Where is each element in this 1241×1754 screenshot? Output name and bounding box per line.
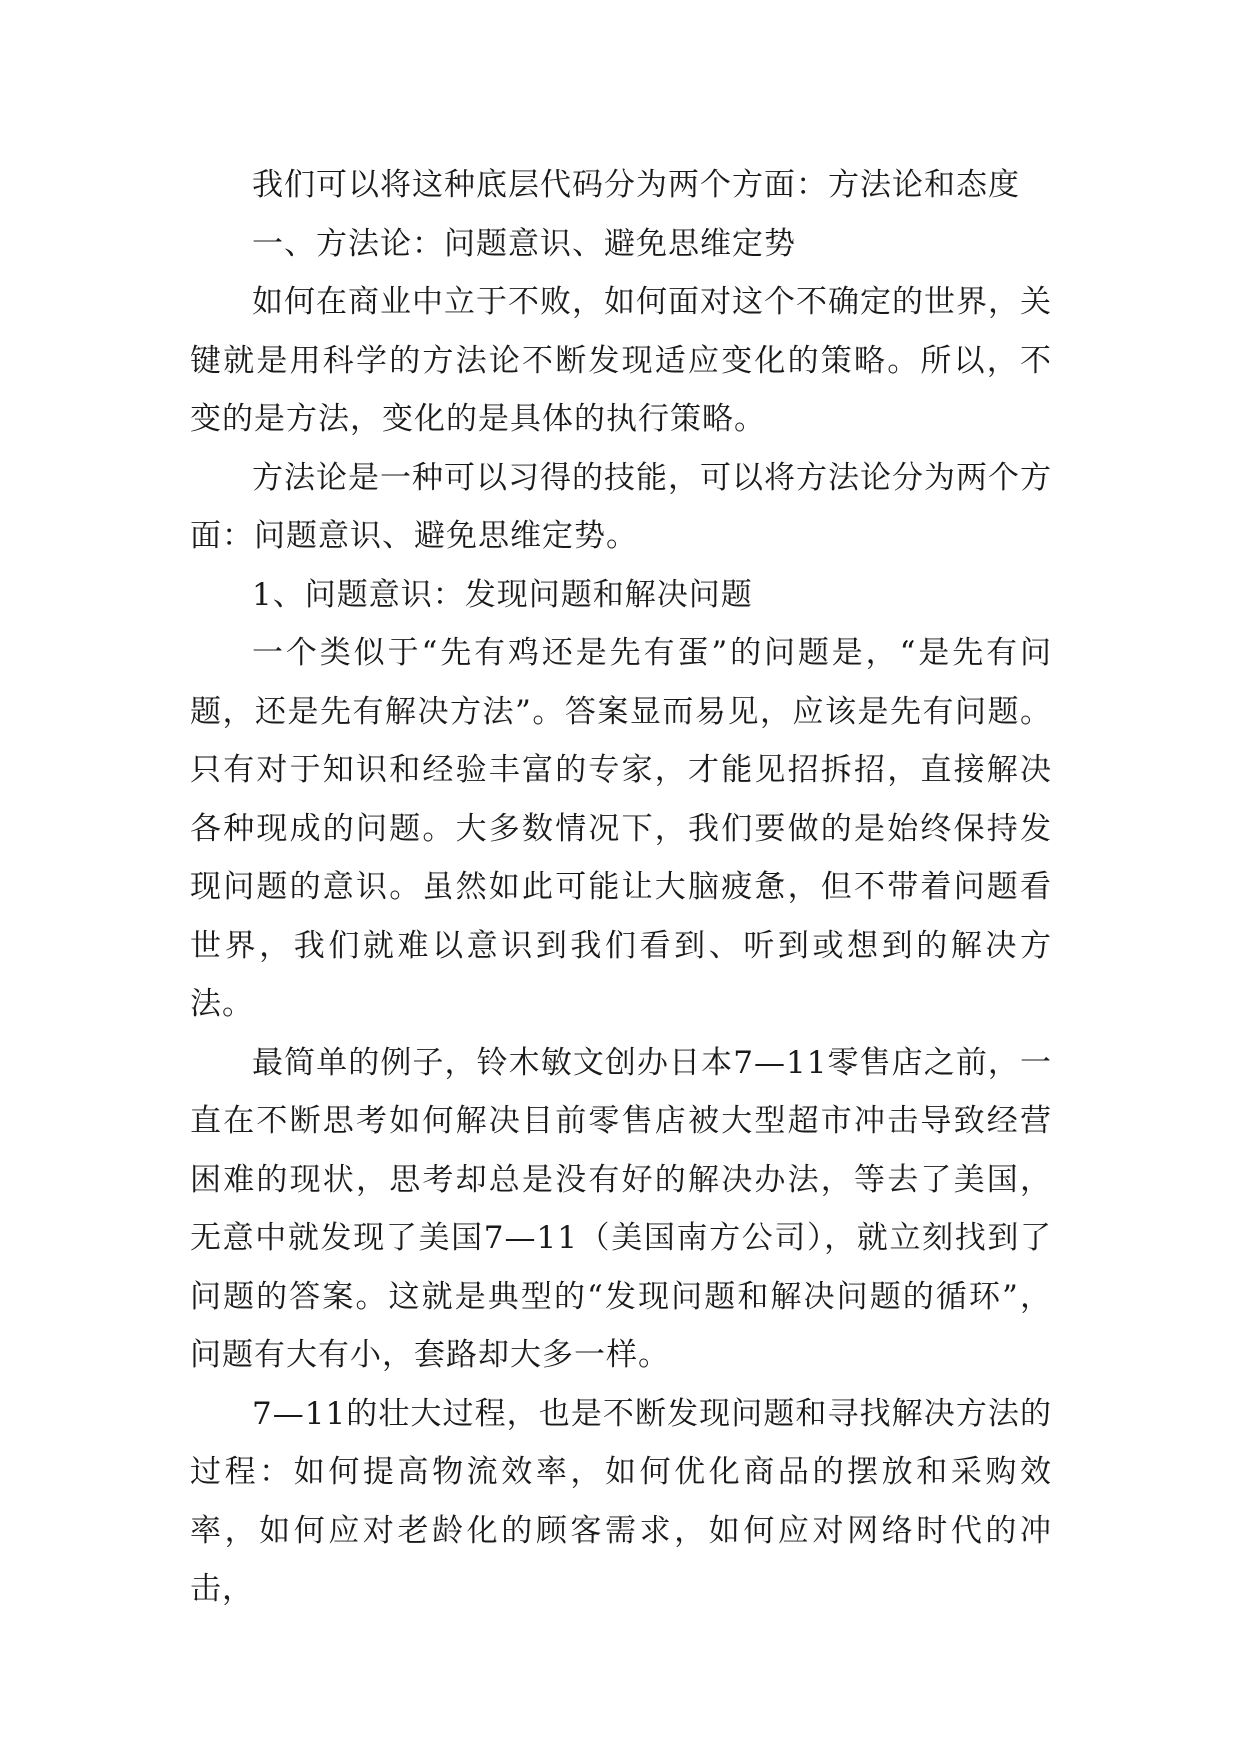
body-paragraph: 一个类似于“先有鸡还是先有蛋”的问题是，“是先有问题，还是先有解决方法”。答案显而易见，应该是先有问题。只有对于知识和经验丰富的专家，才能见招拆招，直接解决各种现成的问题。大多数情况下，我们要做的是始终保持发现问题的意识。虽然如此可能让大脑疲惫，但不带着问题看世界，我们就难以意识到我们看到、听到或想到的解决方法。 [190, 635, 1052, 1022]
document-body [190, 156, 1052, 1619]
body-paragraph: 方法论是一种可以习得的技能，可以将方法论分为两个方面：问题意识、避免思维定势。 [190, 459, 1052, 554]
body-paragraph: 最简单的例子，铃木敏文创办日本7—11零售店之前，一直在不断思考如何解决目前零售店被大型超市冲击导致经营困难的现状，思考却总是没有好的解决办法，等去了美国，无意中就发现了美国7—11（美国南方公司），就立刻找到了问题的答案。这就是典型的“发现问题和解决问题的循环”，问题有大有小，套路却大多一样。 [190, 1044, 1052, 1373]
body-paragraph: 7—11的壮大过程，也是不断发现问题和寻找解决方法的过程：如何提高物流效率，如何优化商品的摆放和采购效率，如何应对老龄化的顾客需求，如何应对网络时代的冲击， [190, 1395, 1052, 1607]
subsection-heading-problem-awareness: 1、问题意识：发现问题和解决问题 [252, 576, 753, 613]
section-heading-methodology: 一、方法论：问题意识、避免思维定势 [252, 225, 796, 262]
body-paragraph: 如何在商业中立于不败，如何面对这个不确定的世界，关键就是用科学的方法论不断发现适应变化的策略。所以，不变的是方法，变化的是具体的执行策略。 [190, 284, 1052, 437]
intro-paragraph: 我们可以将这种底层代码分为两个方面：方法论和态度 [252, 167, 1020, 203]
